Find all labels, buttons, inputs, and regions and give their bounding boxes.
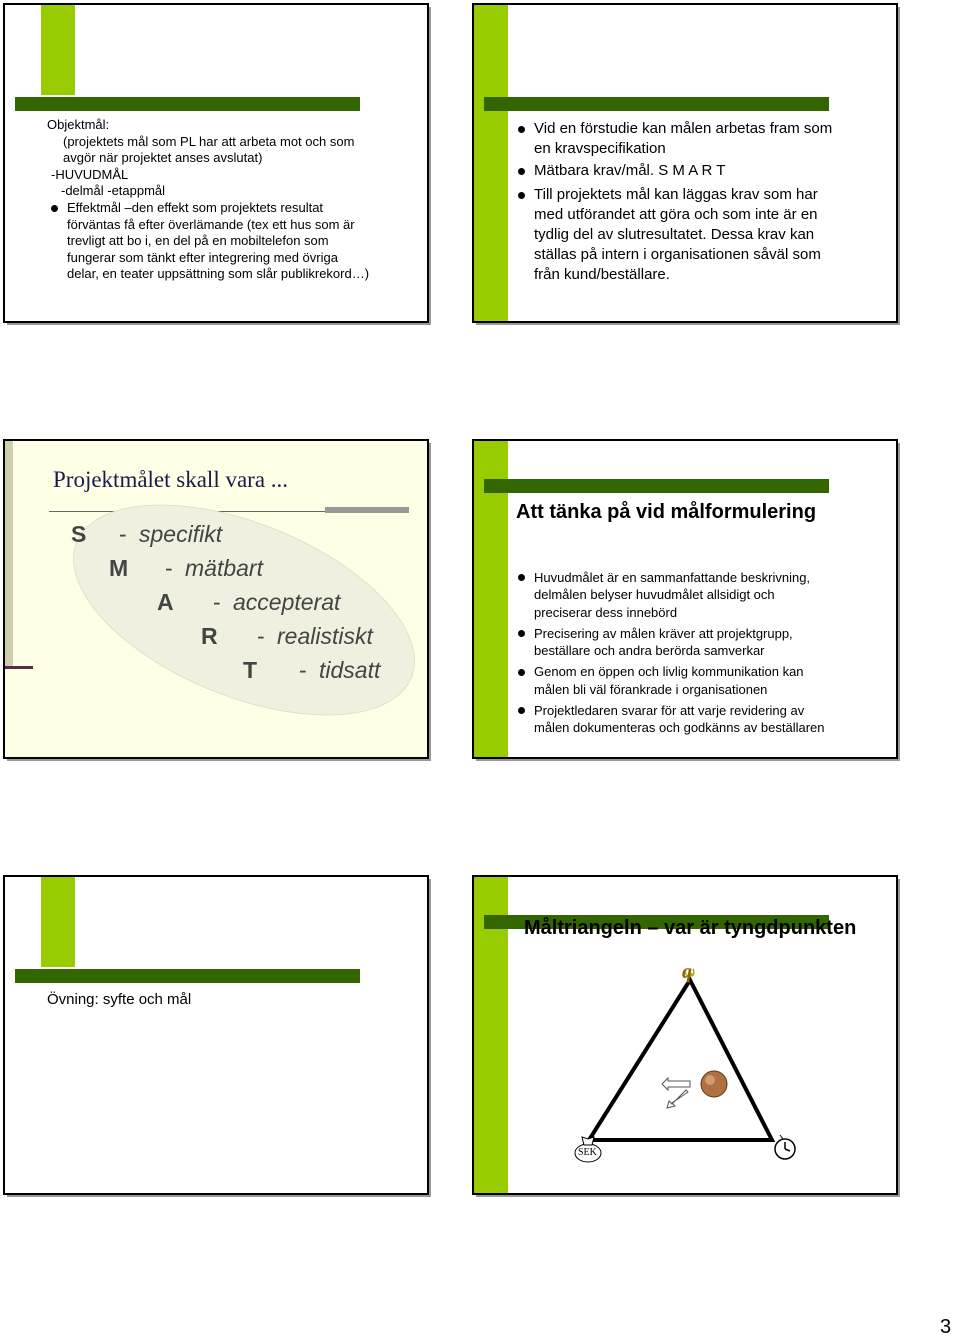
slide-1 <box>3 3 429 323</box>
slide-6-title: Måltriangeln – var är tyngdpunkten <box>524 917 857 939</box>
smart-row: T - tidsatt <box>243 657 381 683</box>
triangle-shape <box>589 980 772 1140</box>
slide-5-green-bar <box>41 877 75 967</box>
slide-1-line: -delmål -etappmål <box>61 183 166 199</box>
money-label: SEK <box>578 1147 597 1158</box>
slide-4 <box>472 439 898 759</box>
slide-4-bullet: Projektledaren svarar för att varje revidering av målen dokumenteras och godkänns av beställaren <box>518 702 888 737</box>
slide-2-green-bar <box>474 5 508 323</box>
slide-1-heading: Objektmål: <box>47 117 110 132</box>
slide-5-header-band <box>15 969 360 983</box>
slide-3 <box>3 439 429 759</box>
slide-1-line: (projektets mål som PL har att arbeta mot och som <box>63 133 355 149</box>
slide-4-title: Att tänka på vid målformulering <box>516 501 817 523</box>
quality-label: q <box>682 961 692 983</box>
slide-1-green-bar <box>41 5 75 95</box>
weight-ball <box>701 1071 727 1097</box>
slide-4-header-band <box>484 479 829 493</box>
slide-2-bullet: Mätbara krav/mål. S M A R T <box>518 161 888 181</box>
slide-3-title: Projektmålet skall vara ... <box>53 467 289 492</box>
slide-3-left-accent <box>5 441 13 667</box>
slide-5-text: Övning: syfte och mål <box>47 991 192 1008</box>
arrow-down-left-icon <box>667 1090 688 1108</box>
slide-2-header-band <box>484 97 829 111</box>
slide-3-rule-accent <box>325 507 409 513</box>
slide-5 <box>3 875 429 1195</box>
target-triangle-diagram <box>474 877 898 1195</box>
page-number: 3 <box>940 1316 952 1338</box>
slide-1-line: avgör när projektet anses avslutat) <box>63 150 263 166</box>
slide-6 <box>472 875 898 1195</box>
slide-4-bullet: Precisering av målen kräver att projektgrupp, beställare och andra berörda samverkar <box>518 625 888 660</box>
clock-icon <box>775 1135 795 1159</box>
slide-2 <box>472 3 898 323</box>
slide-4-bullet: Huvudmålet är en sammanfattande beskrivning, delmålen belyser huvudmålet allsidigt och preciserar dess innebörd <box>518 569 888 621</box>
slide-4-bullet: Genom en öppen och livlig kommunikation kan målen bli väl förankrade i organisationen <box>518 663 888 698</box>
smart-row: A - accepterat <box>157 589 341 615</box>
smart-row: R - realistiskt <box>201 623 373 649</box>
slide-2-bullet: Vid en förstudie kan målen arbetas fram som en kravspecifikation <box>518 119 888 159</box>
slide-2-bullet: Till projektets mål kan läggas krav som har med utförandet att göra och som inte är en tydlig del av slutresultatet. Dessa krav kan ställas på intern i organisationen såväl som från kund/beställare. <box>518 185 888 285</box>
slide-1-header-band <box>15 97 360 111</box>
slide-1-bullet: Effektmål –den effekt som projektets resultat förväntas få efter överlämande (tex ett hus som är trevligt att bo i, en del på en mobiltelefon som fungerar som tänkt efter integrering med övriga delar, en teater uppsättning som slår publikrekord…) <box>51 200 369 283</box>
arrow-left-icon <box>662 1078 690 1090</box>
slide-1-line: -HUVUDMÅL <box>51 166 129 182</box>
smart-row: S - specifikt <box>71 521 223 547</box>
smart-row: M - mätbart <box>109 555 263 581</box>
slide-3-left-mark <box>5 666 33 669</box>
